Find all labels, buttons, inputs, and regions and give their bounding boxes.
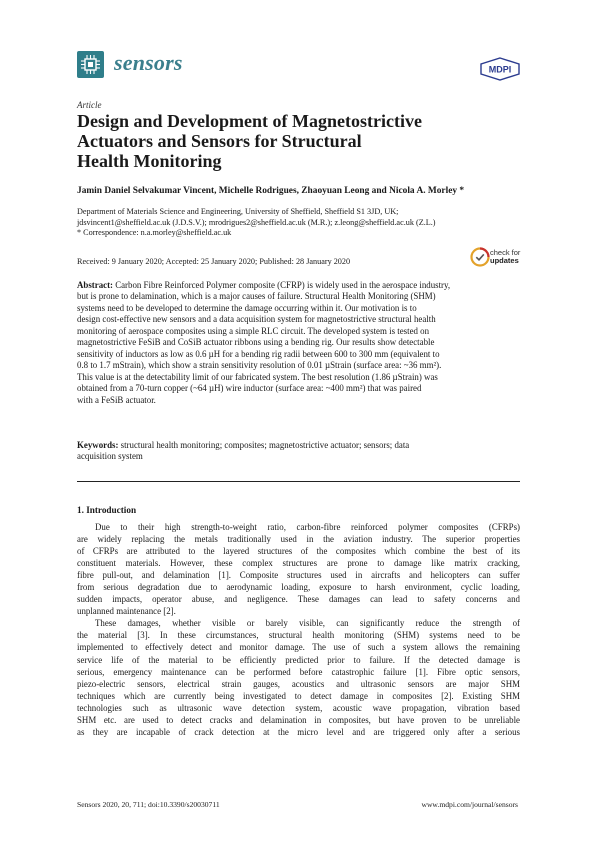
body-line: implemented to effectively detect and monitor damage. The use of such a system allows the remaining bbox=[77, 642, 520, 653]
abstract-line: obtained from a 70-turn copper (~64 µH) wire inductor (surface area: ~400 mm²) that was paired bbox=[77, 383, 422, 394]
abstract-line: Carbon Fibre Reinforced Polymer composite (CFRP) is widely used in the aerospace industry, bbox=[112, 280, 451, 290]
check-updates-line2: updates bbox=[490, 256, 519, 265]
body-line: are widely replacing the metals traditionally used in the aviation industry. The superior properties bbox=[77, 534, 520, 545]
mdpi-logo-text: MDPI bbox=[488, 64, 512, 75]
body-line: constituent materials. However, these complex structures are prone to damage like matrix cracking, bbox=[77, 558, 520, 569]
author-emails[interactable]: jdsvincent1@sheffield.ac.uk (J.D.S.V.); mrodrigues2@sheffield.ac.uk (M.R.); z.leong@sheffield.ac.uk (Z.L.) bbox=[77, 217, 436, 227]
abstract-line: This value is at the detectability limit of our fabricated system. The best resolution (1.86 µStrain) was bbox=[77, 371, 438, 382]
section-heading: 1. Introduction bbox=[77, 505, 137, 515]
abstract-line: design cost-effective new sensors and a data acquisition system for magnetostrictive structural health bbox=[77, 314, 436, 325]
check-updates-icon bbox=[470, 247, 490, 267]
publication-dates: Received: 9 January 2020; Accepted: 25 January 2020; Published: 28 January 2020 bbox=[77, 257, 351, 266]
keywords-line: structural health monitoring; composites; magnetostrictive actuator; sensors; data bbox=[118, 440, 410, 450]
body-line: of CFRPs are attributed to the layered structures of the composites which combine the best of its bbox=[77, 546, 520, 557]
abstract-line: systems need to be developed to determine the damage occurring within it. Our motivation is to bbox=[77, 302, 417, 313]
chip-icon bbox=[77, 51, 104, 78]
body-line: Due to their high strength-to-weight ratio, carbon-fibre reinforced polymer composites (CFRPs) bbox=[95, 522, 520, 532]
journal-header bbox=[77, 47, 521, 87]
abstract-line: monitoring of aerospace composites using a simple RLC circuit. The developed system is tested on bbox=[77, 325, 430, 336]
body-line: sudden impacts, operator abuse, and negligence. These damages can lead to safety concerns and bbox=[77, 594, 520, 605]
mdpi-logo bbox=[479, 57, 521, 81]
author-list: Jamin Daniel Selvakumar Vincent, Michelle Rodrigues, Zhaoyuan Leong and Nicola A. Morley * bbox=[77, 186, 465, 196]
body-line: techniques which are currently being investigated to detect damage in composites [2]. Existing SHM bbox=[77, 690, 520, 701]
body-line: fibre pull-out, and delamination [1]. Composite structures used in aircrafts and helicopters can suffer bbox=[77, 570, 520, 581]
abstract-line: magnetostrictive FeSiB and CoSiB actuator ribbons using a bending rig. Our results show detectable bbox=[77, 337, 435, 348]
journal-url[interactable]: www.mdpi.com/journal/sensors bbox=[421, 800, 518, 809]
article-title bbox=[77, 111, 497, 171]
check-for-updates-badge[interactable] bbox=[468, 245, 528, 271]
body-line: SHM etc. are used to detect cracks and delamination in composites, but have proven to be unreliable bbox=[77, 714, 520, 725]
body-line: These damages, whether visible or barely visible, can significantly reduce the strength of bbox=[95, 618, 520, 629]
abstract-line: 0.8 to 1.7 mStrain), which show a strain sensitivity resolution of 0.01 µStrain (surface area: ~36 mm²). bbox=[77, 360, 442, 371]
check-updates-line1: check for bbox=[490, 248, 521, 257]
title-line: Health Monitoring bbox=[77, 151, 222, 171]
affiliations bbox=[77, 207, 537, 239]
article-type: Article bbox=[77, 100, 102, 110]
affiliation-line: Department of Materials Science and Engineering, University of Sheffield, Sheffield S1 3JD, UK; bbox=[77, 207, 399, 216]
correspondence[interactable]: * Correspondence: n.a.morley@sheffield.ac.uk bbox=[77, 228, 232, 237]
journal-name: sensors bbox=[114, 50, 183, 75]
abstract-line: sensitivity of inductors as low as 0.6 µH for a bending rig radii between 600 to 300 mm (equivalent to bbox=[77, 348, 440, 359]
section-divider bbox=[77, 481, 520, 482]
abstract-label: Abstract: bbox=[77, 280, 113, 290]
body-line: service life of the material to be efficiently predicted prior to failure. If the detected damage is bbox=[77, 654, 520, 665]
keywords-line: acquisition system bbox=[77, 451, 143, 462]
body-line: piezo-electric sensors, electrical strain gauges, acoustics and ultrasonic sensors are major SHM bbox=[77, 678, 520, 689]
keywords bbox=[77, 440, 520, 463]
keywords-label: Keywords: bbox=[77, 440, 119, 450]
title-line: Actuators and Sensors for Structural bbox=[77, 131, 362, 151]
introduction-body bbox=[77, 521, 520, 738]
body-line: serious, emergency maintenance can be performed before catastrophic failure [1]. Fibre optic sensors, bbox=[77, 666, 520, 677]
body-line: the material [3]. In these circumstances, structural health monitoring (SHM) systems need to be bbox=[77, 630, 520, 641]
title-line: Design and Development of Magnetostrictive bbox=[77, 111, 422, 131]
citation-footer: Sensors 2020, 20, 711; doi:10.3390/s20030711 bbox=[77, 800, 220, 809]
body-line: unplanned maintenance [2]. bbox=[77, 606, 176, 617]
body-line: from serious degradation due to aerodynamic loading, exposure to harsh environment, cyclic loading, bbox=[77, 582, 520, 593]
body-line: as they are incapable of crack detection at the micro level and are triggered only after a serious bbox=[77, 726, 520, 737]
abstract-line: with a FeSiB actuator. bbox=[77, 394, 156, 405]
body-line: technologies such as ultrasonic wave detection system, acoustic wave propagation, vibration based bbox=[77, 702, 520, 713]
abstract bbox=[77, 280, 520, 406]
abstract-line: but is prone to delamination, which is a major causes of failure. Structural Health Monitoring (SHM) bbox=[77, 291, 436, 302]
